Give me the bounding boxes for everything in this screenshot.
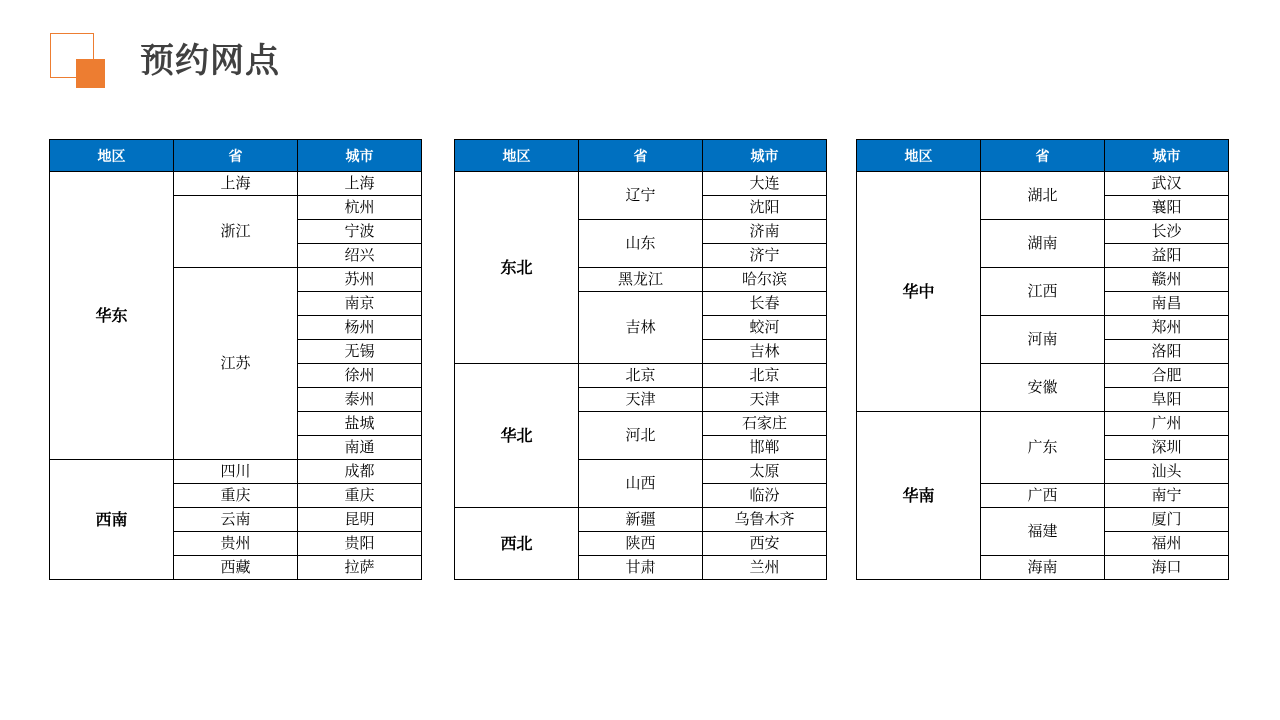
city-cell: 南宁 xyxy=(1105,484,1229,508)
city-cell: 吉林 xyxy=(703,340,827,364)
city-cell: 宁波 xyxy=(298,220,422,244)
region-cell: 华北 xyxy=(455,364,579,508)
city-cell: 绍兴 xyxy=(298,244,422,268)
province-cell: 湖北 xyxy=(981,172,1105,220)
city-cell: 沈阳 xyxy=(703,196,827,220)
header-row xyxy=(50,140,422,172)
province-cell: 四川 xyxy=(174,460,298,484)
outlets-table-3 xyxy=(856,139,1229,580)
city-cell: 徐州 xyxy=(298,364,422,388)
city-cell: 济南 xyxy=(703,220,827,244)
table-row xyxy=(50,172,422,196)
city-cell: 拉萨 xyxy=(298,556,422,580)
header-province: 省 xyxy=(981,140,1105,172)
city-cell: 南京 xyxy=(298,292,422,316)
city-cell: 汕头 xyxy=(1105,460,1229,484)
header-city: 城市 xyxy=(703,140,827,172)
header-row xyxy=(857,140,1229,172)
province-cell: 贵州 xyxy=(174,532,298,556)
header-city: 城市 xyxy=(1105,140,1229,172)
region-cell: 华中 xyxy=(857,172,981,412)
city-cell: 昆明 xyxy=(298,508,422,532)
table-row xyxy=(857,412,1229,436)
header-region: 地区 xyxy=(455,140,579,172)
city-cell: 乌鲁木齐 xyxy=(703,508,827,532)
city-cell: 武汉 xyxy=(1105,172,1229,196)
header-province: 省 xyxy=(174,140,298,172)
city-cell: 邯郸 xyxy=(703,436,827,460)
region-cell: 西南 xyxy=(50,460,174,580)
city-cell: 天津 xyxy=(703,388,827,412)
city-cell: 阜阳 xyxy=(1105,388,1229,412)
city-cell: 太原 xyxy=(703,460,827,484)
logo xyxy=(50,33,106,89)
city-cell: 福州 xyxy=(1105,532,1229,556)
city-cell: 益阳 xyxy=(1105,244,1229,268)
province-cell: 天津 xyxy=(579,388,703,412)
province-cell: 山西 xyxy=(579,460,703,508)
city-cell: 长春 xyxy=(703,292,827,316)
header-region: 地区 xyxy=(857,140,981,172)
city-cell: 贵阳 xyxy=(298,532,422,556)
city-cell: 深圳 xyxy=(1105,436,1229,460)
city-cell: 盐城 xyxy=(298,412,422,436)
city-cell: 大连 xyxy=(703,172,827,196)
city-cell: 成都 xyxy=(298,460,422,484)
city-cell: 郑州 xyxy=(1105,316,1229,340)
city-cell: 兰州 xyxy=(703,556,827,580)
province-cell: 甘肃 xyxy=(579,556,703,580)
header-city: 城市 xyxy=(298,140,422,172)
province-cell: 河北 xyxy=(579,412,703,460)
header-region: 地区 xyxy=(50,140,174,172)
city-cell: 南昌 xyxy=(1105,292,1229,316)
province-cell: 浙江 xyxy=(174,196,298,268)
province-cell: 湖南 xyxy=(981,220,1105,268)
province-cell: 江苏 xyxy=(174,268,298,460)
province-cell: 福建 xyxy=(981,508,1105,556)
province-cell: 广西 xyxy=(981,484,1105,508)
city-cell: 海口 xyxy=(1105,556,1229,580)
header-province: 省 xyxy=(579,140,703,172)
province-cell: 山东 xyxy=(579,220,703,268)
city-cell: 合肥 xyxy=(1105,364,1229,388)
city-cell: 西安 xyxy=(703,532,827,556)
province-cell: 安徽 xyxy=(981,364,1105,412)
city-cell: 无锡 xyxy=(298,340,422,364)
city-cell: 长沙 xyxy=(1105,220,1229,244)
province-cell: 江西 xyxy=(981,268,1105,316)
city-cell: 泰州 xyxy=(298,388,422,412)
city-cell: 厦门 xyxy=(1105,508,1229,532)
province-cell: 吉林 xyxy=(579,292,703,364)
city-cell: 广州 xyxy=(1105,412,1229,436)
table-row xyxy=(50,460,422,484)
city-cell: 哈尔滨 xyxy=(703,268,827,292)
header-row xyxy=(455,140,827,172)
region-cell: 华南 xyxy=(857,412,981,580)
region-cell: 华东 xyxy=(50,172,174,460)
table-row xyxy=(455,172,827,196)
province-cell: 重庆 xyxy=(174,484,298,508)
table-row xyxy=(455,508,827,532)
province-cell: 广东 xyxy=(981,412,1105,484)
city-cell: 蛟河 xyxy=(703,316,827,340)
province-cell: 辽宁 xyxy=(579,172,703,220)
city-cell: 上海 xyxy=(298,172,422,196)
city-cell: 赣州 xyxy=(1105,268,1229,292)
city-cell: 石家庄 xyxy=(703,412,827,436)
outlets-table-1 xyxy=(49,139,422,580)
city-cell: 襄阳 xyxy=(1105,196,1229,220)
province-cell: 海南 xyxy=(981,556,1105,580)
city-cell: 重庆 xyxy=(298,484,422,508)
logo-filled-square xyxy=(76,59,105,88)
city-cell: 北京 xyxy=(703,364,827,388)
city-cell: 苏州 xyxy=(298,268,422,292)
region-cell: 东北 xyxy=(455,172,579,364)
province-cell: 云南 xyxy=(174,508,298,532)
province-cell: 新疆 xyxy=(579,508,703,532)
region-cell: 西北 xyxy=(455,508,579,580)
province-cell: 上海 xyxy=(174,172,298,196)
city-cell: 济宁 xyxy=(703,244,827,268)
province-cell: 河南 xyxy=(981,316,1105,364)
province-cell: 陕西 xyxy=(579,532,703,556)
table-row xyxy=(857,172,1229,196)
city-cell: 洛阳 xyxy=(1105,340,1229,364)
page-title: 预约网点 xyxy=(140,41,280,81)
province-cell: 西藏 xyxy=(174,556,298,580)
outlets-table-2 xyxy=(454,139,827,580)
city-cell: 临汾 xyxy=(703,484,827,508)
city-cell: 杨州 xyxy=(298,316,422,340)
province-cell: 黑龙江 xyxy=(579,268,703,292)
city-cell: 杭州 xyxy=(298,196,422,220)
city-cell: 南通 xyxy=(298,436,422,460)
table-row xyxy=(455,364,827,388)
province-cell: 北京 xyxy=(579,364,703,388)
